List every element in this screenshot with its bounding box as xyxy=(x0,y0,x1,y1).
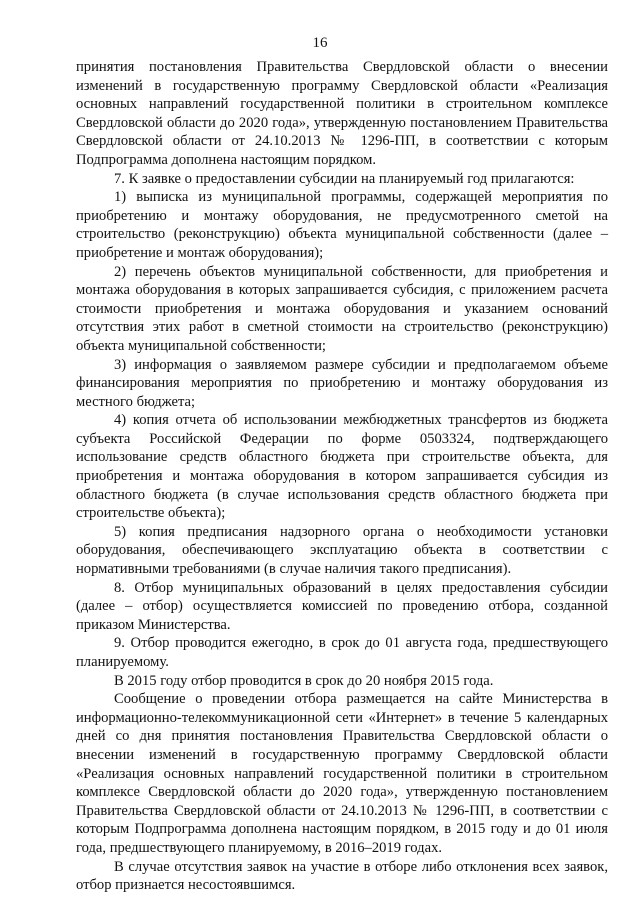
paragraph-no-applications: В случае отсутствия заявок на участие в отборе либо отклонения всех заявок, отбор признается несостоявшимся. xyxy=(76,858,608,894)
paragraph-2015-deadline: В 2015 году отбор проводится в срок до 20 ноября 2015 года. xyxy=(114,672,494,689)
paragraph-subitem-5: 5) копия предписания надзорного органа о необходимости установки оборудования, обеспечивающего эксплуатацию объекта в соответствии с нормативными требованиями (в случае наличия такого предписания). xyxy=(76,523,608,578)
paragraph-item-7: 7. К заявке о предоставлении субсидии на планируемый год прилагаются: xyxy=(114,170,575,187)
paragraph-item-8: 8. Отбор муниципальных образований в целях предоставления субсидии (далее – отбор) осуществляется комиссией по проведению отбора, созданной приказом Министерства. xyxy=(76,579,608,633)
paragraph-subitem-2: 2) перечень объектов муниципальной собственности, для приобретения и монтажа оборудования в которых запрашивается субсидия, с приложением расчета стоимости приобретения и монтажа оборудования и указанием оснований отсутствия этих работ в сметной стоимости на строительство (реконструкцию) объекта муниципальной собственности; xyxy=(76,263,608,354)
paragraph-subitem-4: 4) копия отчета об использовании межбюджетных трансфертов из бюджета субъекта Российской Федерации по форме 0503324, подтверждающего использование средств областного бюджета при строительстве объекта, для приобретения и монтажа оборудования в котором запрашивается субсидия из областного бюджета (в случае использования средств областного бюджета при строительстве объекта); xyxy=(76,412,608,522)
document-body xyxy=(76,58,608,895)
page-number: 16 xyxy=(312,35,328,51)
paragraph-continuation: принятия постановления Правительства Свердловской области о внесении изменений в государственную программу Свердловской области «Реализация основных направлений государственной политики в строительном комплексе Свердловской области до 2020 года», утвержденную постановлением Правительства Свердловской области от 24.10.2013 № 1296-ПП, в соответствии с которым Подпрограмма дополнена настоящим порядком. xyxy=(76,59,608,168)
paragraph-item-9: 9. Отбор проводится ежегодно, в срок до 01 августа года, предшествующего планируемому. xyxy=(76,635,608,670)
paragraph-announcement: Сообщение о проведении отбора размещается на сайте Министерства в информационно-телекоммуникационной сети «Интернет» в течение 5 календарных дней со дня принятия постановления Правительства Свердловской области о внесении изменений в государственную программу Свердловской области «Реализация основных направлений государственной политики в строительном комплексе Свердловской области до 2020 года», утвержденную постановлением Правительства Свердловской области от 24.10.2013 № 1296-ПП, в соответствии с которым Подпрограмма дополнена настоящим порядком, в 2015 году и до 01 июля года, предшествующего планируемому, в 2016–2019 годах. xyxy=(76,691,608,856)
paragraph-subitem-1: 1) выписка из муниципальной программы, содержащей мероприятия по приобретению и монтажу оборудования, не предусмотренного сметой на строительство (реконструкцию) объекта муниципальной собственности (далее – приобретение и монтаж оборудования); xyxy=(76,189,608,261)
paragraph-subitem-3: 3) информация о заявляемом размере субсидии и предполагаемом объеме финансирования мероприятия по приобретению и монтажу оборудования из местного бюджета; xyxy=(76,356,608,410)
